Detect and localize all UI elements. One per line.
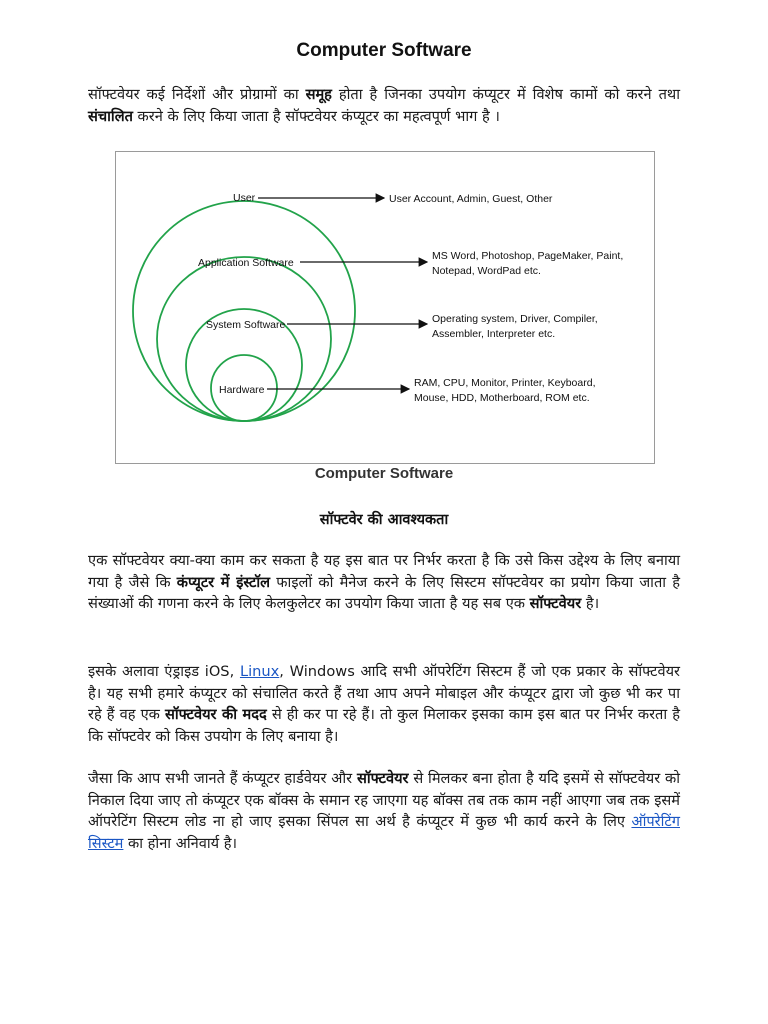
p2-bold-1: कंप्यूटर में इंस्टॉल <box>176 573 271 591</box>
operating-system-link[interactable]: ऑपरेटिंग सिस्टम <box>88 813 680 852</box>
p3-text-2: , Windows आदि सभी ऑपरेटिंग सिस्टम हैं जो एक प्रकार के सॉफ्टवेयर है। यह सभी हमारे कंप्यूटर को संचालित करते हैं तथा आप अपने मोबाइल और कंप्यूटर द्वारा जो कुछ भी कर पा रहे हैं वह एक <box>88 663 680 723</box>
figure-caption: Computer Software <box>314 465 454 482</box>
desc-hardware-line-2: Mouse, HDD, Motherboard, ROM etc. <box>414 392 590 404</box>
desc-application-line-1: MS Word, Photoshop, PageMaker, Paint, <box>432 250 624 262</box>
p4-text-2: से मिलकर बना होता है यदि इसमें से सॉफ्टवेयर को निकाल दिया जाए तो कंप्यूटर एक बॉक्स के समान रह जाएगा यह बॉक्स तब तक काम नहीं आएगा जब तक इसमें ऑपरेटिंग सिस्टम लोड ना हो जाए इसका सिंपल सा अर्थ है कंप्यूटर में कुछ भी कार्य करने के लिए <box>88 770 680 830</box>
diagram-svg <box>116 152 654 463</box>
os-paragraph <box>88 661 680 747</box>
intro-text-2: होता है जिनका उपयोग कंप्यूटर में विशेष कामों को करने तथा <box>331 86 680 103</box>
application-layer-ellipse <box>157 257 331 421</box>
software-layers-diagram <box>115 151 655 464</box>
layer-label-system: System Software <box>206 319 286 331</box>
p4-bold-1: सॉफ्टवेयर <box>356 770 409 787</box>
p2-text-1: एक सॉफ्टवेयर क्या-क्या काम कर सकता है यह इस बात पर निर्भर करता है कि उसे किस उद्देश्य के लिए बनाया गया है जैसे कि <box>88 552 680 591</box>
linux-link[interactable]: Linux <box>239 663 280 680</box>
desc-system-line-2: Assembler, Interpreter etc. <box>432 328 556 340</box>
intro-bold-2: संचालित <box>88 107 133 125</box>
p2-bold-2: सॉफ्टवेयर <box>529 595 582 612</box>
intro-bold-1: समूह <box>305 86 332 103</box>
p3-text-1: इसके अलावा एंड्राइड iOS, <box>88 663 240 680</box>
p2-text-2: फाइलों को मैनेज करने के लिए सिस्टम सॉफ्टवेयर का प्रयोग किया जाता है संख्याओं की गणना करने के लिए केलकुलेटर का उपयोग किया जाता है यह सब एक <box>88 573 681 612</box>
p4-text-1: जैसा कि आप सभी जानते हैं कंप्यूटर हार्डवेयर और <box>88 770 357 787</box>
hardware-paragraph <box>88 768 680 854</box>
section-heading: सॉफ्टवेर की आवश्यकता <box>319 512 449 528</box>
p3-text-3: से ही कर पा रहे हैं। तो कुल मिलाकर इसका काम इस बात पर निर्भर करता है कि सॉफ्टवेर को किस उपयोग के लिए बनाया है। <box>88 706 680 745</box>
layer-label-application: Application Software <box>198 257 294 269</box>
p2-text-3: है। <box>581 595 600 612</box>
page-title: Computer Software <box>296 40 472 61</box>
need-paragraph <box>88 550 680 615</box>
layer-label-user: User <box>233 192 256 204</box>
layer-label-hardware: Hardware <box>219 384 265 396</box>
intro-text-1: सॉफ्टवेयर कई निर्देशों और प्रोग्रामों का <box>88 86 306 103</box>
intro-paragraph <box>88 84 680 127</box>
desc-system-line-1: Operating system, Driver, Compiler, <box>432 313 598 325</box>
desc-hardware-line-1: RAM, CPU, Monitor, Printer, Keyboard, <box>414 377 596 389</box>
p4-text-3: का होना अनिवार्य है। <box>123 834 238 852</box>
intro-text-3: करने के लिए किया जाता है सॉफ्टवेयर कंप्यूटर का महत्वपूर्ण भाग है । <box>132 107 500 125</box>
desc-application-line-2: Notepad, WordPad etc. <box>432 265 541 277</box>
desc-user-line-1: User Account, Admin, Guest, Other <box>389 193 553 205</box>
p3-bold-1: सॉफ्टवेयर की मदद <box>164 706 267 723</box>
